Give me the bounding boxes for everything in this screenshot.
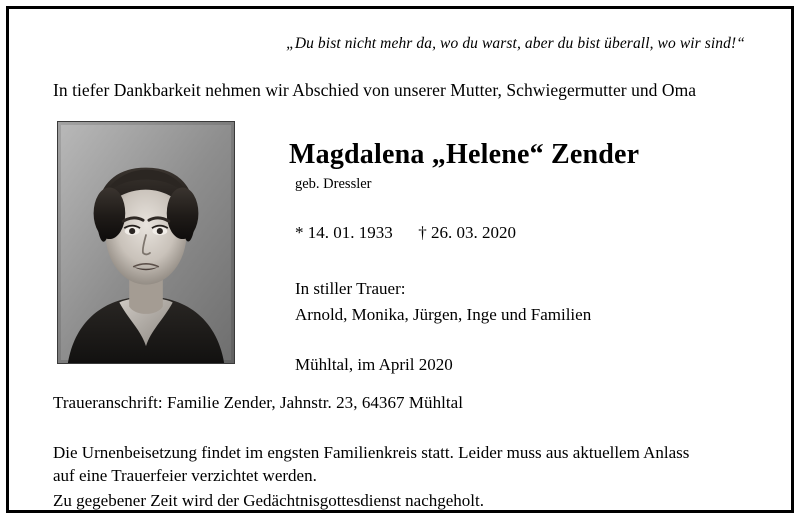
closing-text xyxy=(53,442,747,513)
mourning-label: In stiller Trauer: xyxy=(295,279,406,298)
maiden-name: geb. Dressler xyxy=(295,176,372,192)
portrait-photo xyxy=(57,121,235,364)
obituary-content xyxy=(9,9,791,510)
deceased-name: Magdalena „Helene“ Zender xyxy=(289,139,640,170)
portrait-image xyxy=(58,122,234,363)
closing-line-1: Die Urnenbeisetzung findet im engsten Familienkreis statt. Leider muss aus aktuellem Anlass xyxy=(53,443,690,462)
portrait-container xyxy=(53,121,239,364)
mourning-names: Arnold, Monika, Jürgen, Inge und Familien xyxy=(295,305,592,324)
closing-line-3: Zu gegebener Zeit wird der Gedächtnisgottesdienst nachgeholt. xyxy=(53,491,484,511)
quote-text: „Du bist nicht mehr da, wo du warst, aber du bist überall, wo wir sind!“ xyxy=(286,35,745,52)
mourning-address: Traueranschrift: Familie Zender, Jahnstr. 23, 64367 Mühltal xyxy=(53,393,464,412)
intro-text: In tiefer Dankbarkeit nehmen wir Abschied von unserer Mutter, Schwiegermutter und Oma xyxy=(53,80,697,100)
closing-line-2: auf eine Trauerfeier verzichtet werden. xyxy=(53,465,317,485)
place-and-date: Mühltal, im April 2020 xyxy=(295,355,453,374)
main-block xyxy=(53,121,747,375)
details-column xyxy=(239,121,747,375)
life-dates: * 14. 01. 1933 † 26. 03. 2020 xyxy=(295,223,516,242)
